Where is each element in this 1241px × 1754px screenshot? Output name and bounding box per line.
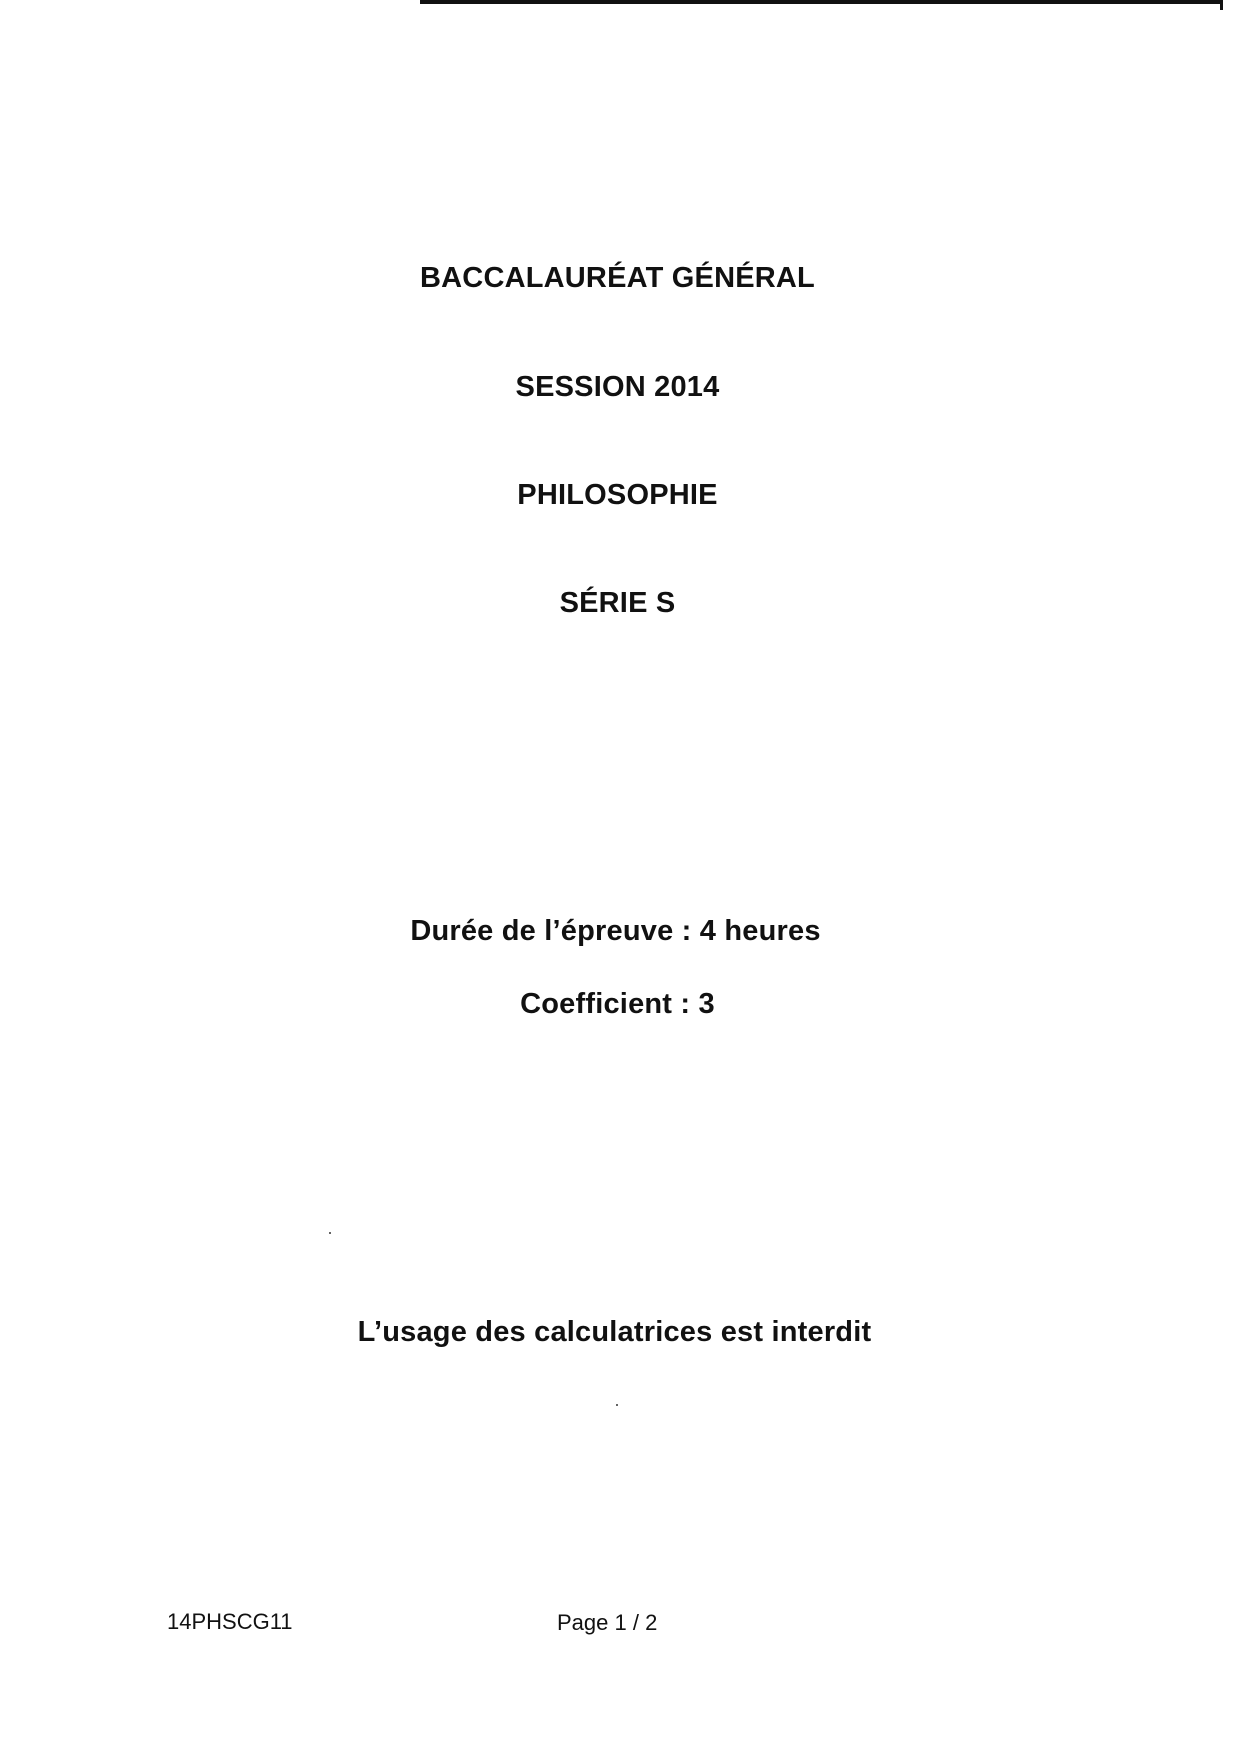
exam-coefficient: Coefficient : 3 bbox=[520, 988, 715, 1020]
calculator-notice: L’usage des calculatrices est interdit bbox=[357, 1316, 872, 1348]
subject-title: PHILOSOPHIE bbox=[517, 479, 718, 511]
top-border-tick bbox=[1220, 0, 1223, 10]
footer-page-number: Page 1 / 2 bbox=[557, 1610, 658, 1635]
footer-exam-code: 14PHSCG11 bbox=[167, 1609, 293, 1634]
session-title: SESSION 2014 bbox=[515, 371, 720, 403]
top-border-line bbox=[420, 0, 1220, 4]
exam-duration: Durée de l’épreuve : 4 heures bbox=[410, 915, 821, 947]
series-title: SÉRIE S bbox=[559, 587, 676, 619]
scan-speck bbox=[329, 1232, 331, 1234]
exam-title: BACCALAURÉAT GÉNÉRAL bbox=[420, 262, 815, 294]
scan-speck bbox=[616, 1404, 618, 1406]
